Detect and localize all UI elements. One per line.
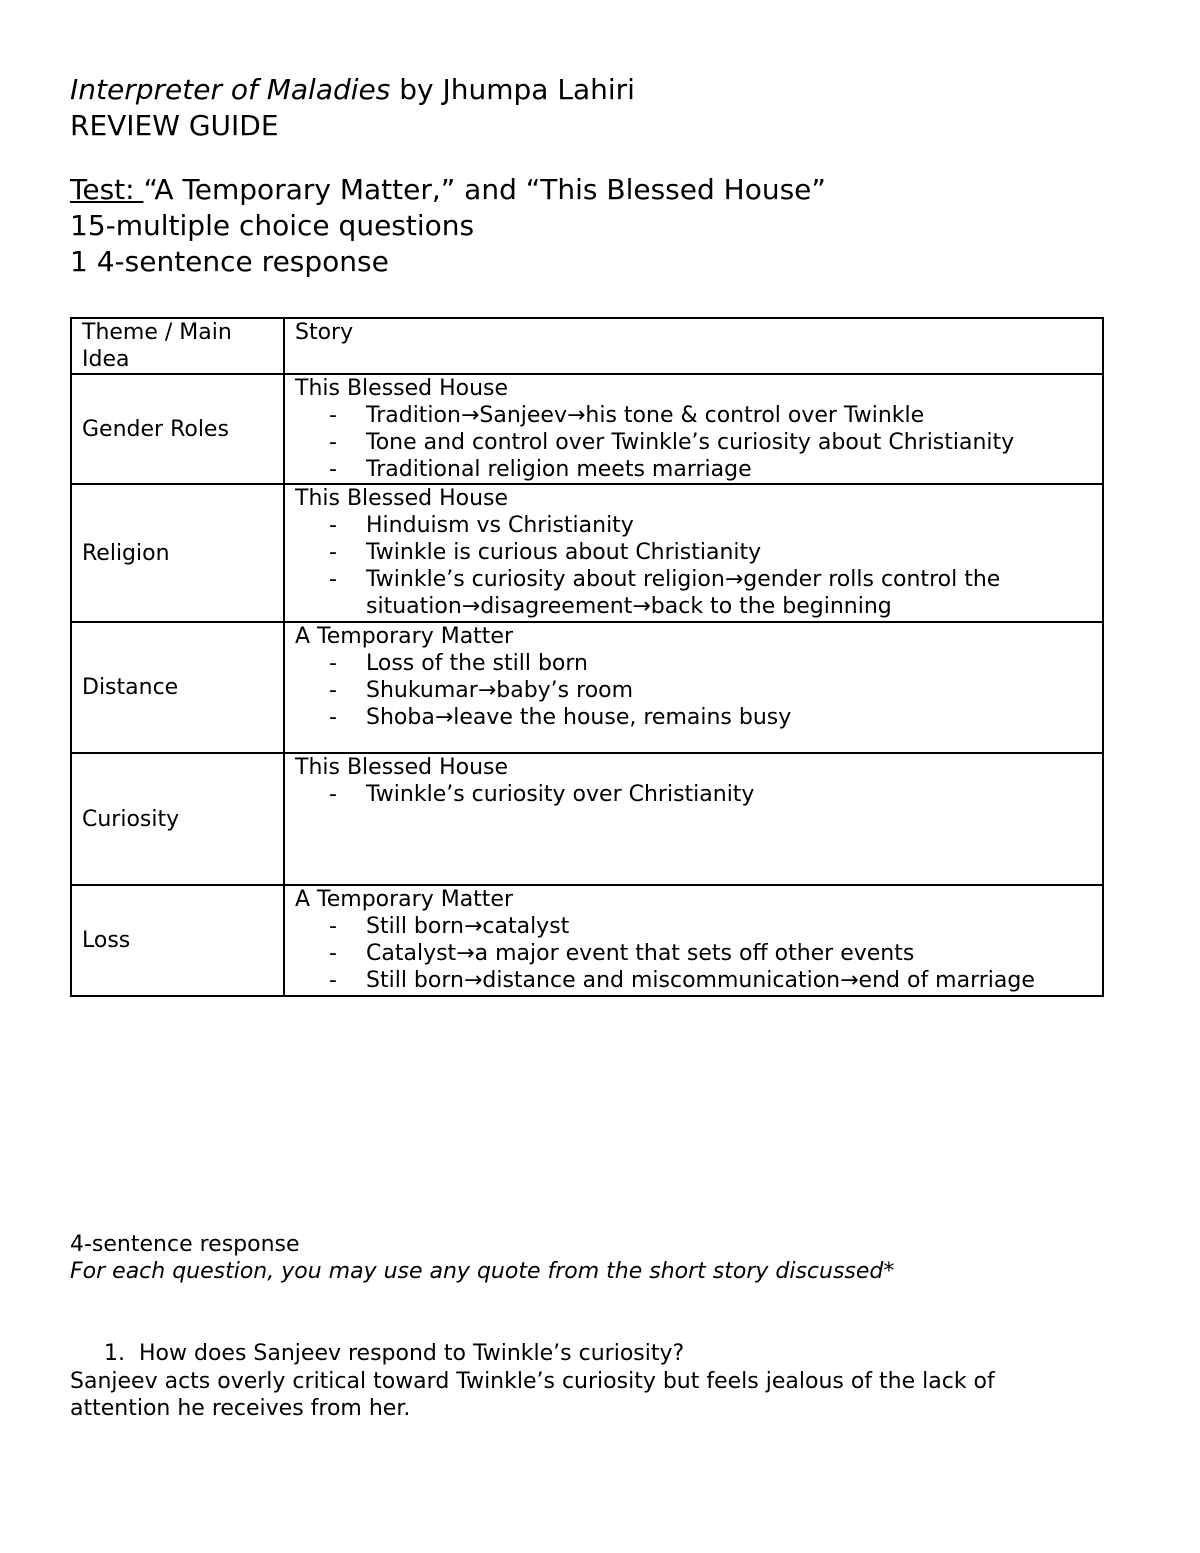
bullet-list — [295, 650, 1092, 731]
dash-bullet: - — [329, 651, 337, 676]
dash-bullet: - — [329, 782, 337, 807]
list-item: - Twinkle’s curiosity over Christianity — [329, 782, 755, 807]
list-item: - Traditional religion meets marriage — [329, 457, 752, 482]
test-stories: “A Temporary Matter,” and “This Blessed House” — [143, 173, 826, 206]
table-row — [71, 753, 1103, 885]
story-title: A Temporary Matter — [295, 887, 514, 912]
list-item: - Still born→distance and miscommunication→end of marriage — [329, 968, 1035, 993]
question-1 — [104, 1340, 684, 1367]
table-row — [71, 622, 1103, 753]
table-row — [71, 484, 1103, 622]
dash-bullet: - — [329, 540, 337, 565]
dash-bullet: - — [329, 705, 337, 730]
test-sentence-response: 1 4-sentence response — [70, 245, 389, 278]
list-item: - Loss of the still born — [329, 651, 588, 676]
question-number: 1. — [104, 1341, 125, 1366]
list-item: - Shoba→leave the house, remains busy — [329, 705, 792, 730]
table-header-row — [71, 318, 1103, 374]
story-cell — [284, 374, 1103, 484]
book-title: Interpreter of Maladies — [70, 73, 391, 106]
bullet-list — [295, 913, 1092, 994]
dash-bullet: - — [329, 567, 337, 592]
theme-cell: Curiosity — [71, 753, 284, 885]
dash-bullet: - — [329, 914, 337, 939]
dash-bullet: - — [329, 430, 337, 455]
dash-bullet: - — [329, 968, 337, 993]
bullet-list — [295, 781, 1092, 808]
table-row — [71, 885, 1103, 996]
dash-bullet: - — [329, 457, 337, 482]
theme-story-table — [70, 317, 1104, 997]
theme-cell: Distance — [71, 622, 284, 753]
dash-bullet: - — [329, 403, 337, 428]
review-guide-heading: REVIEW GUIDE — [70, 109, 279, 142]
list-item: - Hinduism vs Christianity — [329, 513, 634, 538]
list-item: - Catalyst→a major event that sets off other events — [329, 941, 915, 966]
list-item: - Twinkle’s curiosity about religion→gender rolls control the situation→disagreement→back to the beginning — [329, 567, 1008, 619]
header-story-cell: Story — [284, 318, 1103, 374]
test-label: Test: — [70, 173, 144, 206]
story-title: This Blessed House — [295, 755, 509, 780]
theme-cell: Gender Roles — [71, 374, 284, 484]
dash-bullet: - — [329, 941, 337, 966]
author-byline: by Jhumpa Lahiri — [390, 73, 635, 106]
header-theme-cell: Theme / Main Idea — [71, 318, 284, 374]
table-row — [71, 374, 1103, 484]
answer-line-2: attention he receives from her. — [70, 1396, 411, 1421]
response-instruction: For each question, you may use any quote from the short story discussed* — [70, 1259, 895, 1284]
story-title: This Blessed House — [295, 376, 509, 401]
list-item: - Tone and control over Twinkle’s curiosity about Christianity — [329, 430, 1015, 455]
dash-bullet: - — [329, 678, 337, 703]
list-item: - Still born→catalyst — [329, 914, 570, 939]
bullet-list — [295, 512, 1092, 620]
story-cell — [284, 885, 1103, 996]
test-multiple-choice: 15-multiple choice questions — [70, 209, 475, 242]
answer-line-1: Sanjeev acts overly critical toward Twinkle’s curiosity but feels jealous of the lack of — [70, 1369, 995, 1394]
bullet-list — [295, 402, 1092, 483]
list-item: - Tradition→Sanjeev→his tone & control over Twinkle — [329, 403, 925, 428]
list-item: - Twinkle is curious about Christianity — [329, 540, 762, 565]
dash-bullet: - — [329, 513, 337, 538]
question-text: How does Sanjeev respond to Twinkle’s curiosity? — [139, 1341, 685, 1366]
story-cell — [284, 484, 1103, 622]
story-cell — [284, 622, 1103, 753]
theme-cell: Loss — [71, 885, 284, 996]
test-line — [70, 172, 826, 208]
story-cell — [284, 753, 1103, 885]
story-title: This Blessed House — [295, 486, 509, 511]
response-heading: 4-sentence response — [70, 1232, 300, 1257]
list-item: - Shukumar→baby’s room — [329, 678, 634, 703]
story-title: A Temporary Matter — [295, 624, 514, 649]
document-title — [70, 72, 635, 108]
theme-cell: Religion — [71, 484, 284, 622]
